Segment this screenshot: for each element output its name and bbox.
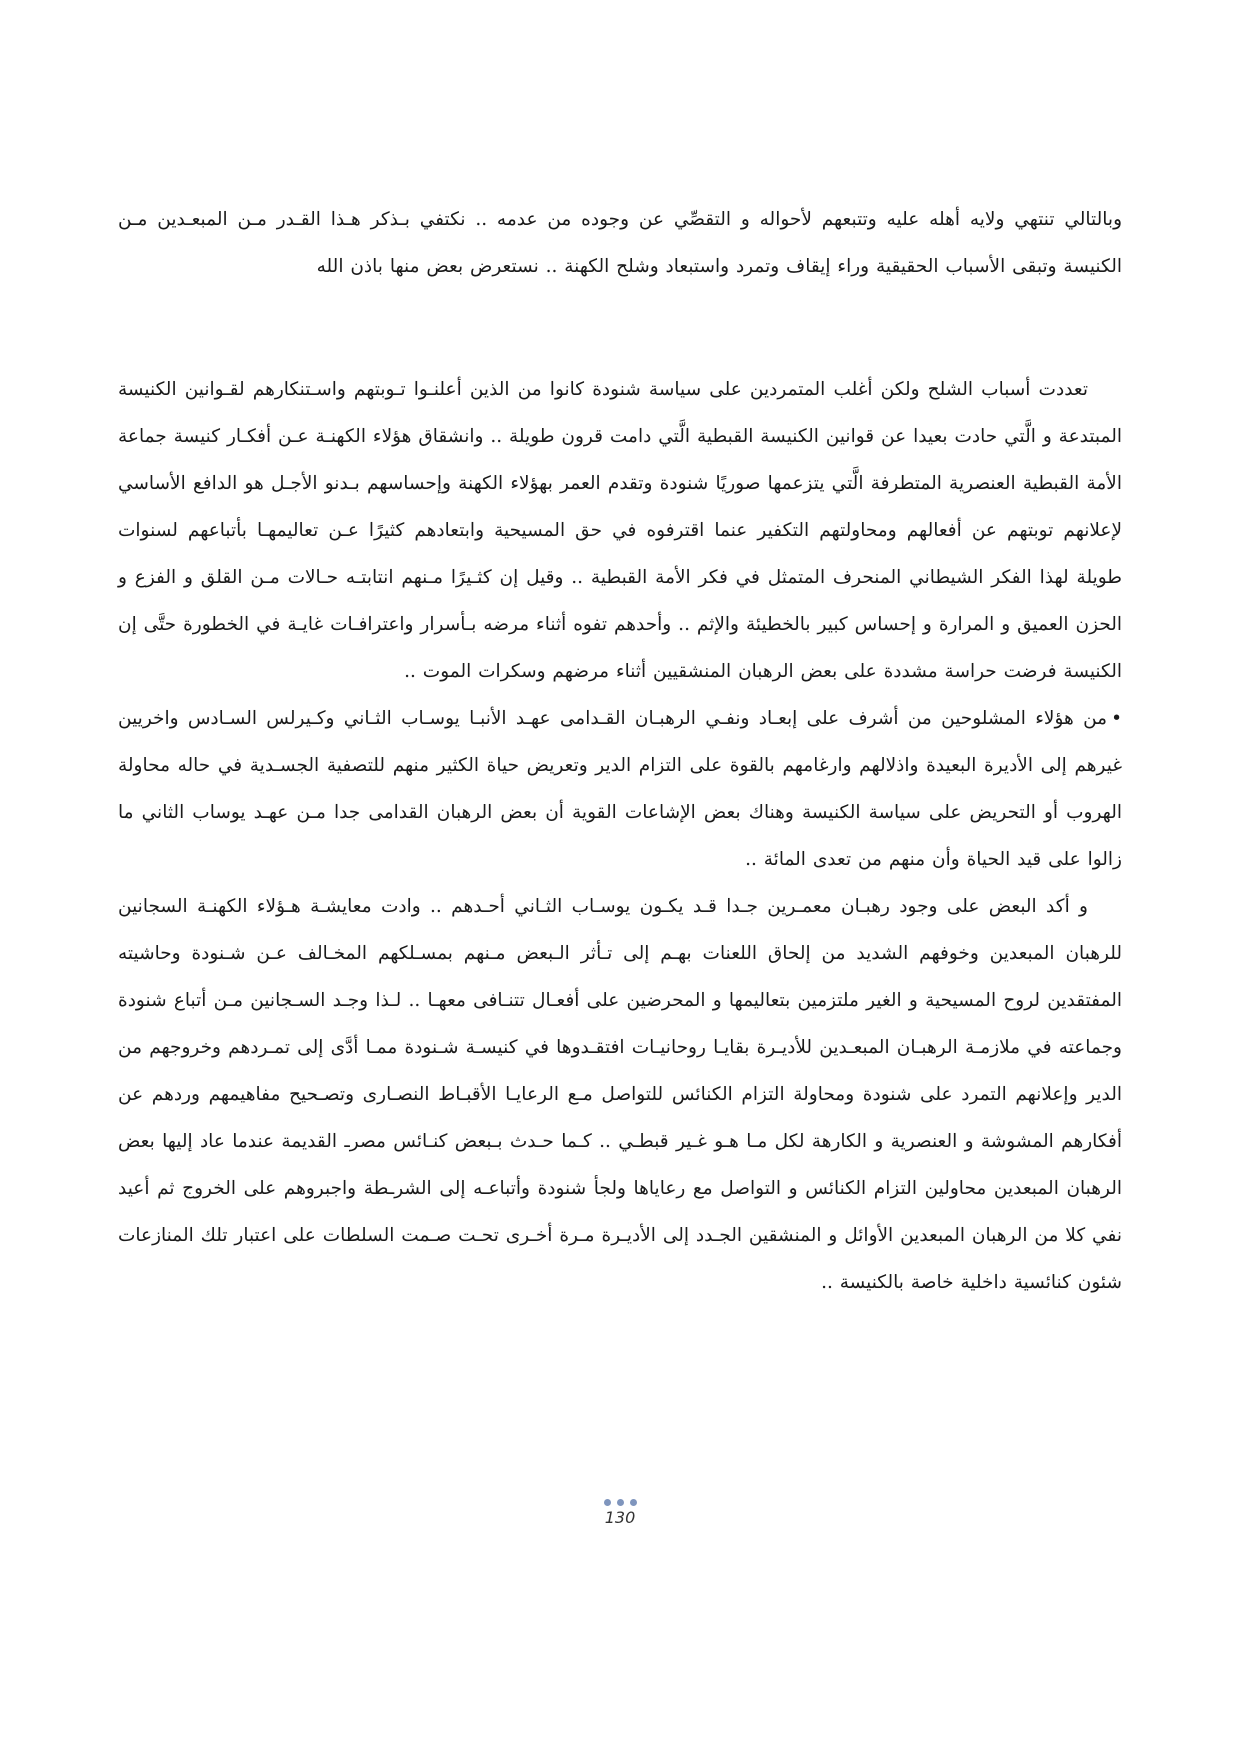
- paragraph-4: و أكد البعض على وجود رهبـان معمـرين جـدا قـد يكـون يوسـاب الثـاني أحـدهم .. وادت معايشـة هـؤلاء الكهنـة السجانين للرهبان المبعدين وخوفهم الشديد من إلحاق اللعنات بهـم إلى تـأثر الـبعض مـنهم بمسـلكهم المخـالف عـن شـنودة وحاشيته المفتقدين لروح المسيحية و الغير ملتزمين بتعاليمها و المحرضين على أفعـال تتنـافى معهـا .. لـذا وجـد السـجانين مـن أتباع شنودة وجماعته في ملازمـة الرهبـان المبعـدين للأديـرة بقايـا روحانيـات افتقـدوها في كنيسـة شـنودة ممـا أدَّى إلى تمـردهم وخروجهم من الدير وإعلانهم التمرد على شنودة ومحاولة التزام الكنائس للتواصل مـع الرعايـا الأقبـاط النصـارى وتصـحيح مفاهيمهم وردهم عن أفكارهم المشوشة و العنصرية و الكارهة لكل مـا هـو غـير قبطـي .. كـما حـدث بـبعض كنـائس مصرـ القديمة عندما عاد إليها بعض الرهبان المبعدين محاولين التزام الكنائس و التواصل مع رعاياها ولجأ شنودة وأتباعـه إلى الشرـطة واجبروهم على الخروج ثم أعيد نفي كلا من الرهبان المبعدين الأوائل و المنشقين الجـدد إلى الأديـرة مـرة أخـرى تحـت صـمت السلطات على اعتبار تلك المنازعات شئون كنائسية داخلية خاصة بالكنيسة ..: [118, 896, 1122, 1293]
- bullet-marker: •: [1111, 708, 1122, 729]
- paragraph-3-text: من هؤلاء المشلوحين من أشرف على إبعـاد ونفـي الرهبـان القـدامى عهـد الأنبـا يوسـاب الثـاني وكـيرلس السـادس واخريين غيرهم إلى الأديرة البعيدة واذلالهم وارغامهم بالقوة على التزام الدير وتعريض حياة الكثير منهم للتصفية الجسـدية في حاله محاولة الهروب أو التحريض على سياسة الكنيسة وهناك بعض الإشاعات القوية أن بعض الرهبان القدامى جدا مـن عهـد يوساب الثاني ما زالوا على قيد الحياة وأن منهم من تعدى المائة ..: [118, 708, 1122, 870]
- footer-ornament: [0, 1497, 1240, 1507]
- paragraph-3: [118, 695, 1122, 883]
- ornament-dot-icon: [630, 1499, 637, 1506]
- paragraph-2: تعددت أسباب الشلح ولكن أغلب المتمردين على سياسة شنودة كانوا من الذين أعلنـوا تـوبتهم واسـتنكارهم لقـوانين الكنيسة المبتدعة و الَّتي حادت بعيدا عن قوانين الكنيسة القبطية الَّتي دامت قرون طويلة .. وانشقاق هؤلاء الكهنـة عـن أفكـار كنيسة جماعة الأمة القبطية العنصرية المتطرفة الَّتي يتزعمها صوريًا شنودة وتقدم العمر بهؤلاء الكهنة وإحساسهم بـدنو الأجـل هو الدافع الأساسي لإعلانهم توبتهم عن أفعالهم ومحاولتهم التكفير عنما اقترفوه في حق المسيحية وابتعادهم كثيرًا عـن تعاليمهـا بأتباعهم لسنوات طويلة لهذا الفكر الشيطاني المنحرف المتمثل في فكر الأمة القبطية .. وقيل إن كثـيرًا مـنهم انتابتـه حـالات مـن القلق و الفزع و الحزن العميق و المرارة و إحساس كبير بالخطيئة والإثم .. وأحدهم تفوه أثناء مرضه بـأسرار واعترافـات غايـة في الخطورة حتَّى إن الكنيسة فرضت حراسة مشددة على بعض الرهبان المنشقيين أثناء مرضهم وسكرات الموت ..: [118, 379, 1122, 682]
- text-block-top: [118, 196, 1122, 290]
- ornament-dot-icon: [617, 1499, 624, 1506]
- ornament-dot-icon: [604, 1499, 611, 1506]
- paragraph-1: وبالتالي تنتهي ولايه أهله عليه وتتبعهم لأحواله و التقصِّي عن وجوده من عدمه .. نكتفي بـذكر هـذا القـدر مـن المبعـدين مـن الكنيسة وتبقى الأسباب الحقيقية وراء إيقاف وتمرد واستبعاد وشلح الكهنة .. نستعرض بعض منها باذن الله: [118, 209, 1122, 277]
- page-number: 130: [604, 1508, 636, 1527]
- text-block-main: [118, 366, 1122, 1306]
- page-footer: [0, 1497, 1240, 1527]
